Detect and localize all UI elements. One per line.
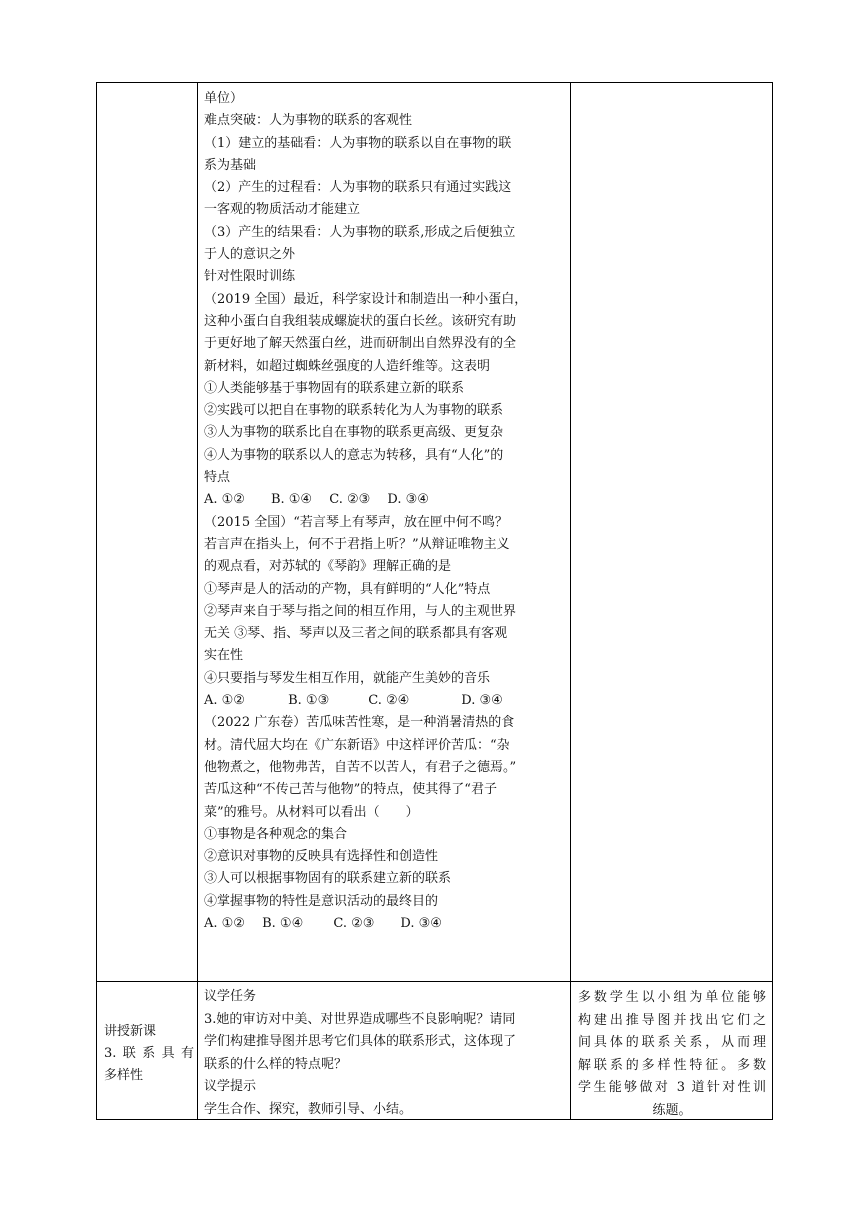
text-line: （2）产生的过程看：人为事物的联系只有通过实践这 — [204, 180, 512, 196]
text-line: ②琴声来自于琴与指之间的相互作用，与人的主观世界 — [204, 603, 517, 619]
text-line: 材。清代屈大均在《广东新语》中这样评价苦瓜：“杂 — [204, 737, 510, 753]
text-line: ④人为事物的联系以人的意志为转移，具有“人化”的 — [204, 447, 504, 463]
text-line: 实在性 — [204, 648, 244, 664]
text-line: 苦瓜这种“不传己苦与他物”的特点，使其得了“君子 — [204, 782, 497, 798]
column-divider-2 — [570, 82, 571, 1120]
upper-content-cell — [204, 88, 566, 935]
text-line: 菜”的雅号。从材料可以看出（ ） — [204, 804, 419, 820]
text-line: 议学提示 — [204, 1079, 257, 1095]
lesson-stage-cell — [104, 1021, 194, 1087]
text-line: A. ①② B. ①④ C. ②③ D. ③④ — [204, 492, 429, 508]
text-line: （2022 广东卷）苦瓜味苦性寒，是一种消暑清热的食 — [204, 715, 515, 731]
text-line: 构建出推导图并找出它们之 — [578, 1012, 766, 1028]
text-line: （3）产生的结果看：人为事物的联系,形成之后便独立 — [204, 224, 516, 240]
text-line: ④掌握事物的特性是意识活动的最终目的 — [204, 893, 439, 909]
text-line: 难点突破：人为事物的联系的客观性 — [204, 113, 413, 129]
text-line: 联系的什么样的特点呢？ — [204, 1056, 348, 1072]
text-line: 针对性限时训练 — [204, 269, 296, 285]
text-line: 学生合作、探究，教师引导、小结。 — [204, 1101, 413, 1117]
text-line: 无关 ③琴、指、琴声以及三者之间的联系都具有客观 — [204, 626, 508, 642]
text-line: （1）建立的基础看：人为事物的联系以自在事物的联 — [204, 135, 512, 151]
lower-content-cell — [204, 986, 566, 1122]
text-line: A. ①② B. ①③ C. ②④ D. ③④ — [204, 693, 503, 709]
text-line: 多数学生以小组为单位能够 — [578, 990, 766, 1005]
row-divider — [96, 981, 773, 982]
column-divider-1 — [197, 82, 198, 1120]
text-line: ③人为事物的联系比自在事物的联系更高级、更复杂 — [204, 425, 504, 441]
stage-line: 多样性 — [104, 1068, 144, 1083]
stage-line: 讲授新课 — [104, 1024, 157, 1039]
text-line: 学生能够做对 3 道针对性训 — [578, 1080, 766, 1096]
text-line: 这种小蛋白自我组装成螺旋状的蛋白长丝。该研究有助 — [204, 313, 517, 329]
text-line: 3.她的审访对中美、对世界造成哪些不良影响呢？请同 — [204, 1011, 516, 1027]
text-line: A. ①② B. ①④ C. ②③ D. ③④ — [204, 915, 442, 931]
text-line: 系为基础 — [204, 157, 257, 173]
text-line: 若言声在指头上，何不于君指上听？”从辩证唯物主义 — [204, 536, 510, 552]
text-line: 的观点看，对苏轼的《琴韵》理解正确的是 — [204, 559, 452, 575]
stage-line: 3.联系具有 — [104, 1046, 194, 1061]
text-line: ③人可以根据事物固有的联系建立新的联系 — [204, 871, 452, 887]
text-line: 练题。 — [652, 1102, 692, 1118]
evaluation-cell — [578, 987, 766, 1123]
text-line: （2019 全国）最近，科学家设计和制造出一种小蛋白， — [204, 291, 528, 307]
text-line: 议学任务 — [204, 989, 257, 1004]
text-line: 于人的意识之外 — [204, 247, 296, 263]
text-line: 间具体的联系关系，从而理 — [578, 1035, 766, 1051]
text-line: ①事物是各种观念的集合 — [204, 826, 348, 842]
text-line: ①琴声是人的活动的产物，具有鲜明的“人化”特点 — [204, 581, 491, 597]
text-line: 单位） — [204, 91, 244, 106]
text-line: ②实践可以把自在事物的联系转化为人为事物的联系 — [204, 403, 504, 419]
text-line: 特点 — [204, 470, 231, 486]
text-line: ①人类能够基于事物固有的联系建立新的联系 — [204, 380, 465, 396]
text-line: 他物煮之，他物弗苦，自苦不以苦人，有君子之德焉。” — [204, 759, 517, 775]
text-line: ④只要指与琴发生相互作用，就能产生美妙的音乐 — [204, 670, 491, 686]
text-line: 于更好地了解天然蛋白丝，进而研制出自然界没有的全 — [204, 336, 517, 352]
text-line: 学们构建推导图并思考它们具体的联系形式，这体现了 — [204, 1034, 517, 1050]
text-line: 一客观的物质活动才能建立 — [204, 202, 361, 218]
text-line: 解联系的多样性特征。多数 — [578, 1057, 766, 1073]
text-line: （2015 全国）“若言琴上有琴声，放在匣中何不鸣？ — [204, 514, 508, 530]
text-line: 新材料，如超过蜘蛛丝强度的人造纤维等。这表明 — [204, 358, 491, 374]
text-line: ②意识对事物的反映具有选择性和创造性 — [204, 849, 439, 865]
